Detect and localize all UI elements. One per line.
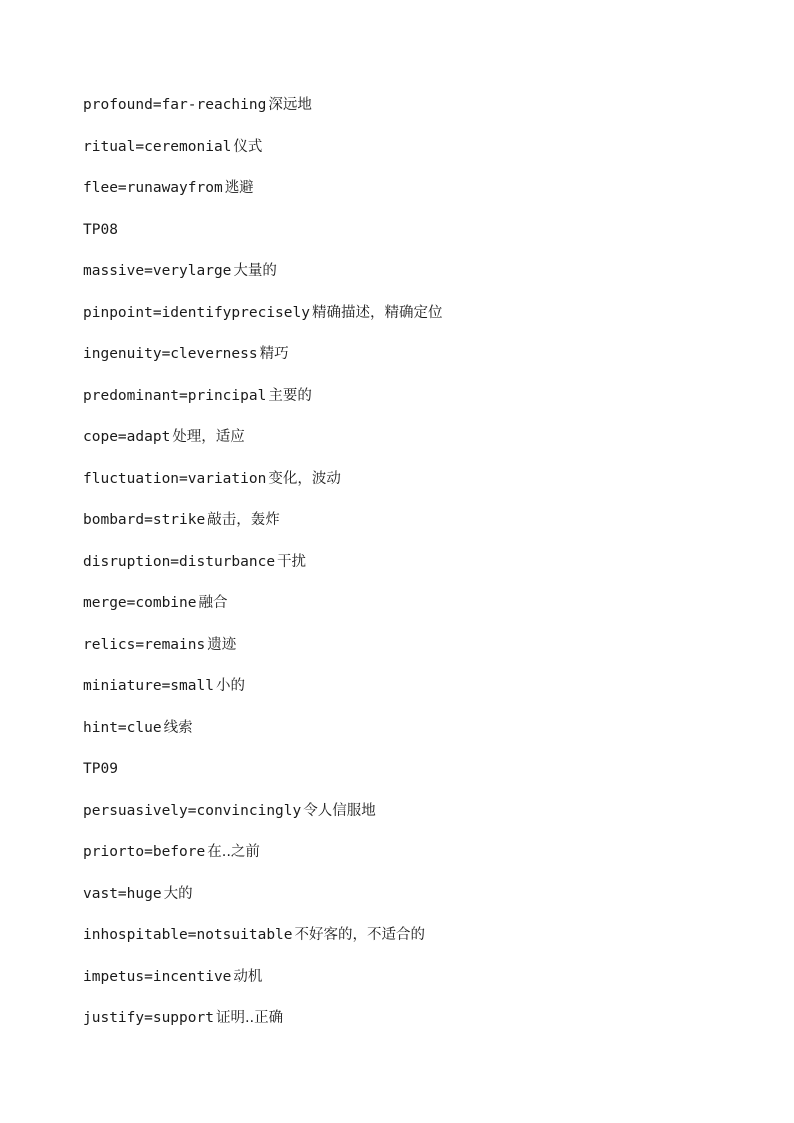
vocab-term: priorto=before — [83, 844, 206, 860]
vocab-term: vast=huge — [83, 885, 162, 902]
vocab-term: ritual=ceremonial — [83, 138, 232, 155]
vocab-term: profound=far-reaching — [83, 97, 267, 113]
vocab-entry — [83, 799, 763, 841]
vocab-term: pinpoint=identifyprecisely — [83, 304, 310, 321]
vocab-term: relics=remains — [83, 636, 206, 653]
section-heading: TP08 — [83, 221, 118, 238]
vocab-term: flee=runawayfrom — [83, 180, 223, 196]
vocab-entry — [83, 633, 763, 675]
vocab-term: massive=verylarge — [83, 263, 232, 279]
vocab-term: hint=clue — [83, 719, 162, 736]
vocab-meaning: 变化，波动 — [268, 470, 341, 487]
vocab-entry — [83, 591, 763, 633]
vocab-term: justify=support — [83, 1010, 214, 1026]
vocab-meaning: 令人信服地 — [303, 802, 376, 819]
vocab-term: predominant=principal — [83, 387, 267, 404]
vocab-term: impetus=incentive — [83, 968, 232, 985]
vocab-term: miniature=small — [83, 678, 214, 694]
vocab-meaning: 深远地 — [268, 97, 312, 113]
vocab-entry — [83, 508, 763, 550]
vocab-entry — [83, 674, 763, 716]
vocab-meaning: 精确描述，精确定位 — [311, 304, 443, 321]
vocab-entry — [83, 923, 763, 965]
vocab-meaning: 精巧 — [259, 346, 289, 362]
vocab-term: fluctuation=variation — [83, 470, 267, 487]
vocab-entry — [83, 93, 763, 135]
vocab-meaning: 仪式 — [233, 138, 263, 155]
vocab-term: cope=adapt — [83, 429, 171, 445]
vocab-entry — [83, 965, 763, 1007]
vocab-meaning: 遗迹 — [207, 636, 237, 653]
vocab-entry — [83, 550, 763, 592]
vocab-term: merge=combine — [83, 595, 197, 611]
vocab-term: ingenuity=cleverness — [83, 346, 258, 362]
vocab-entry — [83, 259, 763, 301]
vocab-term: disruption=disturbance — [83, 553, 276, 570]
vocab-meaning: 主要的 — [268, 387, 312, 404]
vocab-meaning: 小的 — [215, 678, 245, 694]
vocabulary-page — [83, 93, 763, 1048]
vocab-entry — [83, 716, 763, 758]
vocab-term: bombard=strike — [83, 512, 206, 528]
vocab-entry — [83, 301, 763, 343]
vocab-entry — [83, 425, 763, 467]
vocab-entry — [83, 176, 763, 218]
vocab-entry — [83, 342, 763, 384]
section-heading: TP09 — [83, 761, 118, 777]
vocab-term: persuasively=convincingly — [83, 802, 302, 819]
vocab-meaning: 大量的 — [233, 263, 277, 279]
vocab-meaning: 处理，适应 — [172, 429, 245, 445]
vocab-meaning: 证明..正确 — [215, 1010, 284, 1026]
vocab-meaning: 动机 — [233, 968, 263, 985]
vocab-meaning: 大的 — [163, 885, 193, 902]
vocab-meaning: 不好客的，不适合的 — [294, 927, 426, 943]
vocab-meaning: 在..之前 — [207, 844, 260, 860]
vocab-entry — [83, 467, 763, 509]
vocab-entry — [83, 384, 763, 426]
vocab-entry — [83, 1006, 763, 1048]
vocab-entry — [83, 840, 763, 882]
vocab-meaning: 干扰 — [277, 553, 307, 570]
vocab-meaning: 逃避 — [224, 180, 254, 196]
vocab-meaning: 线索 — [163, 719, 193, 736]
vocab-meaning: 融合 — [198, 595, 228, 611]
vocab-entry — [83, 135, 763, 177]
vocab-term: inhospitable=notsuitable — [83, 927, 293, 943]
vocab-meaning: 敲击，轰炸 — [207, 512, 280, 528]
vocab-entry — [83, 882, 763, 924]
